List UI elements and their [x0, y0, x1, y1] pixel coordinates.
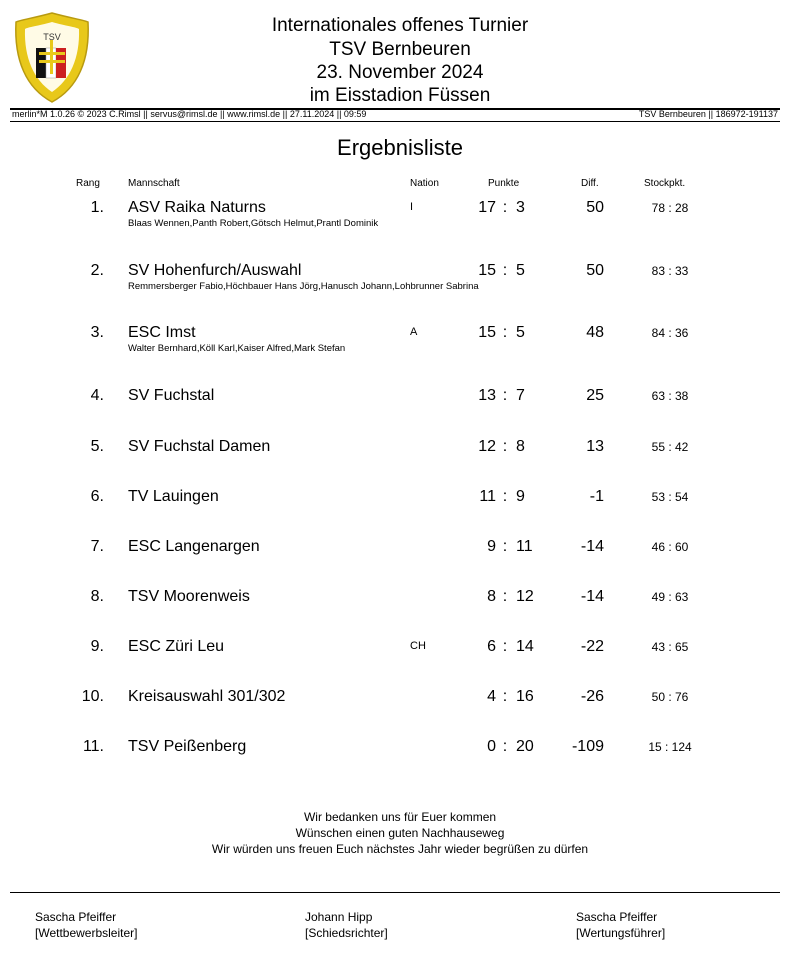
difference: 50: [586, 262, 604, 279]
organizer-title: TSV Bernbeuren: [329, 39, 471, 60]
rank: 11.: [82, 738, 104, 755]
stock-points: 49 : 63: [651, 590, 689, 604]
stock-points: 43 : 65: [651, 640, 689, 654]
difference: -109: [571, 738, 604, 755]
difference: -26: [580, 688, 604, 705]
points-separator: :: [502, 199, 508, 216]
points-won: 8: [487, 588, 496, 605]
table-row: [0, 262, 800, 302]
event-venue: im Eisstadion Füssen: [309, 85, 491, 106]
points-lost: 5: [516, 324, 525, 341]
difference: -1: [589, 488, 604, 505]
stock-points: 83 : 33: [651, 264, 689, 278]
points-lost: 16: [516, 688, 534, 705]
points-separator: :: [502, 638, 508, 655]
table-row: [0, 324, 800, 364]
points-lost: 8: [516, 438, 525, 455]
column-header-nation: Nation: [410, 178, 439, 189]
points-lost: 14: [516, 638, 534, 655]
signature-referee: [305, 909, 388, 941]
points-won: 12: [478, 438, 496, 455]
rank: 5.: [90, 438, 104, 455]
rank: 4.: [90, 387, 104, 404]
team-name: TSV Moorenweis: [128, 588, 250, 605]
nation: I: [410, 201, 414, 213]
points-separator: :: [502, 324, 508, 341]
points-won: 15: [478, 262, 496, 279]
signature-name: Sascha Pfeiffer: [35, 910, 117, 924]
stock-points: 63 : 38: [651, 389, 689, 403]
table-row: [0, 738, 800, 778]
nation: A: [410, 326, 418, 338]
rank: 10.: [81, 688, 104, 705]
column-header-stock: Stockpkt.: [644, 178, 686, 189]
event-date: 23. November 2024: [316, 62, 484, 83]
closing-line-thanks: Wir bedanken uns für Euer kommen: [303, 810, 497, 824]
stock-points: 15 : 124: [648, 740, 692, 754]
closing-line-invitation: Wir würden uns freuen Euch nächstes Jahr wieder begrüßen zu dürfen: [211, 842, 589, 856]
signature-name: Sascha Pfeiffer: [576, 910, 658, 924]
player-list: Remmersberger Fabio,Höchbauer Hans Jörg,Hanusch Johann,Lohbrunner Sabrina: [128, 281, 479, 292]
rank: 8.: [90, 588, 104, 605]
team-name: ASV Raika Naturns: [128, 199, 266, 216]
difference: -14: [580, 538, 604, 555]
signature-role: [Wettbewerbsleiter]: [35, 926, 138, 940]
points-lost: 7: [516, 387, 525, 404]
signature-name: Johann Hipp: [305, 910, 373, 924]
points-won: 13: [478, 387, 496, 404]
footer-divider: [10, 892, 780, 893]
difference: 48: [586, 324, 604, 341]
points-separator: :: [502, 438, 508, 455]
points-lost: 9: [516, 488, 525, 505]
points-separator: :: [502, 488, 508, 505]
column-header-rank: Rang: [76, 178, 100, 189]
points-separator: :: [502, 387, 508, 404]
team-name: SV Fuchstal Damen: [128, 438, 271, 455]
rank: 1.: [90, 199, 104, 216]
points-separator: :: [502, 688, 508, 705]
points-won: 17: [478, 199, 496, 216]
organizer-meta: TSV Bernbeuren || 186972-191137: [638, 109, 778, 119]
table-row: [0, 488, 800, 528]
rank: 7.: [90, 538, 104, 555]
signature-competition-leader: [35, 909, 138, 941]
column-header-points: Punkte: [488, 178, 520, 189]
nation: CH: [410, 640, 426, 652]
points-lost: 20: [516, 738, 534, 755]
column-header-team: Mannschaft: [128, 178, 180, 189]
event-title: Internationales offenes Turnier: [271, 15, 529, 36]
meta-divider: [10, 121, 780, 122]
team-name: ESC Imst: [128, 324, 196, 341]
rank: 6.: [90, 488, 104, 505]
team-name: SV Hohenfurch/Auswahl: [128, 262, 302, 279]
points-won: 9: [487, 538, 496, 555]
rank: 9.: [90, 638, 104, 655]
points-separator: :: [502, 588, 508, 605]
points-lost: 5: [516, 262, 525, 279]
points-won: 4: [487, 688, 496, 705]
rank: 3.: [90, 324, 104, 341]
svg-text:TSV: TSV: [43, 32, 61, 42]
rank: 2.: [90, 262, 104, 279]
points-separator: :: [502, 262, 508, 279]
difference: -22: [580, 638, 604, 655]
results-title: Ergebnisliste: [337, 135, 463, 160]
points-lost: 11: [516, 538, 533, 555]
points-lost: 3: [516, 199, 525, 216]
stock-points: 53 : 54: [651, 490, 689, 504]
software-meta: merlin*M 1.0.26 © 2023 C.Rimsl || servus@rimsl.de || www.rimsl.de || 27.11.2024 || 09:59: [12, 109, 367, 119]
table-row: [0, 588, 800, 628]
points-won: 11: [479, 488, 496, 505]
signature-scorekeeper: [576, 909, 665, 941]
closing-line-farewell: Wünschen einen guten Nachhauseweg: [295, 826, 505, 840]
points-separator: :: [502, 538, 508, 555]
points-won: 15: [478, 324, 496, 341]
difference: -14: [580, 588, 604, 605]
table-row: [0, 438, 800, 478]
points-won: 6: [487, 638, 496, 655]
table-row: [0, 199, 800, 239]
difference: 25: [586, 387, 604, 404]
difference: 13: [586, 438, 604, 455]
stock-points: 46 : 60: [651, 540, 689, 554]
team-name: TSV Peißenberg: [128, 738, 247, 755]
points-lost: 12: [516, 588, 534, 605]
player-list: Blaas Wennen,Panth Robert,Götsch Helmut,Prantl Dominik: [128, 218, 379, 229]
table-row: [0, 638, 800, 678]
table-row: [0, 538, 800, 578]
stock-points: 78 : 28: [651, 201, 689, 215]
signature-role: [Wertungsführer]: [576, 926, 666, 940]
stock-points: 84 : 36: [651, 326, 689, 340]
difference: 50: [586, 199, 604, 216]
stock-points: 50 : 76: [651, 690, 689, 704]
points-won: 0: [487, 738, 496, 755]
table-row: [0, 387, 800, 427]
stock-points: 55 : 42: [651, 440, 689, 454]
column-header-diff: Diff.: [581, 178, 599, 189]
team-name: ESC Züri Leu: [128, 638, 225, 655]
signature-role: [Schiedsrichter]: [305, 926, 388, 940]
team-name: Kreisauswahl 301/302: [128, 688, 286, 705]
team-name: ESC Langenargen: [128, 538, 260, 555]
team-name: SV Fuchstal: [128, 387, 215, 404]
table-row: [0, 688, 800, 728]
player-list: Walter Bernhard,Köll Karl,Kaiser Alfred,Mark Stefan: [128, 343, 346, 354]
points-separator: :: [502, 738, 508, 755]
team-name: TV Lauingen: [128, 488, 219, 505]
